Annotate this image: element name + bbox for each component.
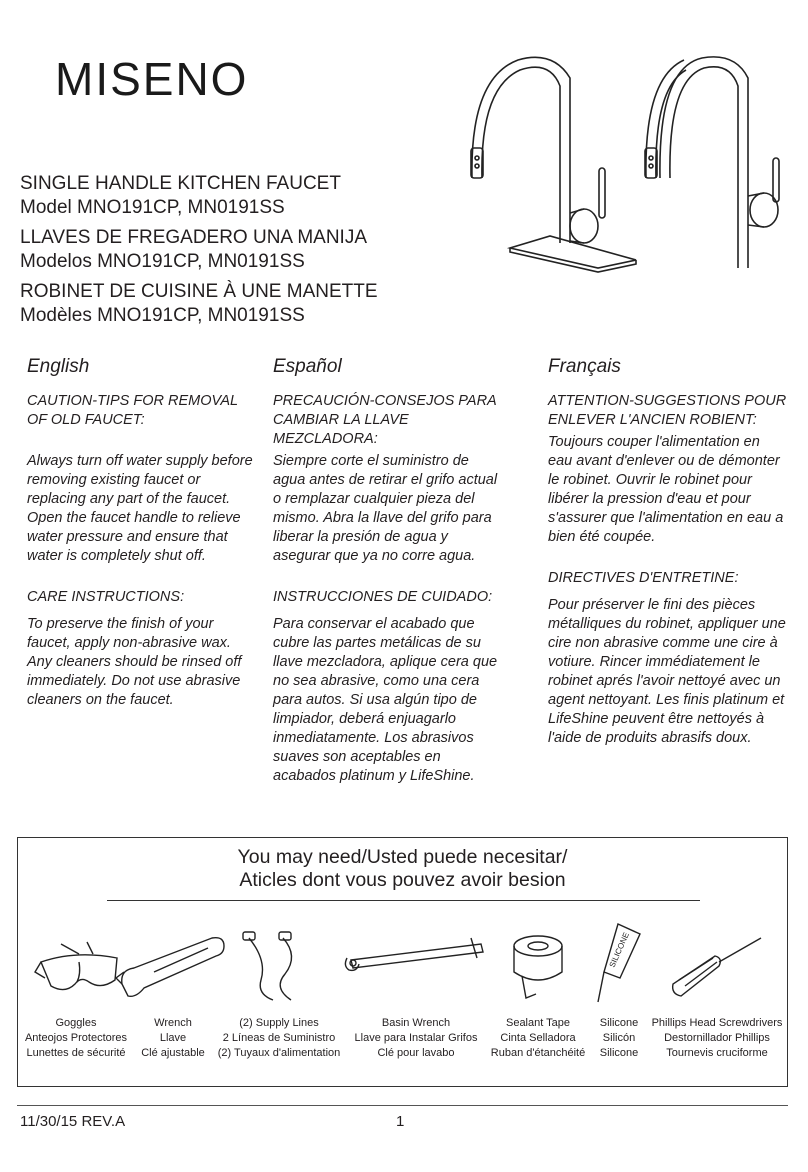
- title-en: SINGLE HANDLE KITCHEN FAUCET: [20, 173, 341, 194]
- title-es: LLAVES DE FREGADERO UNA MANIJA: [20, 227, 368, 248]
- basin-wrench-icon: [341, 932, 491, 1002]
- care-heading: INSTRUCCIONES DE CUIDADO:: [273, 589, 493, 605]
- revision-date: 11/30/15 REV.A: [20, 1113, 126, 1130]
- supply-lines-icon: [239, 930, 319, 1004]
- care-heading: DIRECTIVES D'ENTRETINE:: [548, 570, 739, 586]
- tool-wrench: Wrench Llave Clé ajustable: [134, 932, 212, 1061]
- silicone-tube-icon: [590, 918, 648, 1004]
- language-heading: English: [27, 356, 90, 377]
- tools-box-divider: [107, 900, 700, 901]
- care-text: Pour préserver le fini des pièces métalliques du robinet, appliquer une cire non abrasive comme une cire à votiure. Rincer immédiatement le robinet aprés l'avoir nettoyé avec un agent nettoyant. Les finis platinum et LifeShine peuvent être nettoyés à l'aide de produits abrasifs doux.: [548, 597, 786, 746]
- language-heading: Français: [548, 356, 621, 377]
- tools-box-title: You may need/Usted puede necesitar/ Aticles dont vous pouvez avoir besion: [237, 846, 568, 891]
- svg-text:SILICONE: SILICONE: [607, 931, 632, 969]
- brand-logo: MISENO: [55, 53, 249, 105]
- column-espanol: [273, 356, 505, 786]
- language-heading: Español: [273, 356, 342, 377]
- caution-heading: ATTENTION-SUGGESTIONS POUR ENLEVER L'ANCIEN ROBIENT:: [548, 393, 787, 428]
- care-heading: CARE INSTRUCTIONS:: [27, 589, 185, 605]
- faucet-illustration-2: [630, 38, 790, 283]
- tool-basin-wrench: Basin Wrench Llave para Instalar Grifos Clé pour lavabo: [346, 932, 486, 1061]
- caution-text: Toujours couper l'alimentation en eau avant d'enlever ou de démonter le robinet. Ouvrir le robinet pour libérer la pression d'eau et pour s'assurer que l'alimentation en eau a bien été coupée.: [548, 434, 784, 545]
- caution-text: Always turn off water supply before removing existing faucet or replacing any part of the faucet. Open the faucet handle to relieve water pressure and ensure that water is completely shut off.: [27, 453, 253, 564]
- care-text: To preserve the finish of your faucet, apply non-abrasive wax. Any cleaners should be rinsed off immediately. Do not use abrasive cleaners on the faucet.: [27, 616, 242, 708]
- model-fr: Modèles MNO191CP, MN0191SS: [20, 305, 305, 326]
- model-es: Modelos MNO191CP, MN0191SS: [20, 251, 305, 272]
- caution-heading: PRECAUCIÓN-CONSEJOS PARA CAMBIAR LA LLAVE MEZCLADORA:: [273, 393, 497, 447]
- title-fr: ROBINET DE CUISINE À UNE MANETTE: [20, 281, 378, 302]
- care-text: Para conservar el acabado que cubre las partes metálicas de su llave mezcladora, aplique cera que no sea abrasive, como una cera para autos. Si usa algún tipo de limpiador, deberá enjuagarlo inmediatamente. Los abrasivos suaves son aceptables en acabados platinum y LifeShine.: [273, 616, 498, 784]
- page-number: 1: [396, 1113, 405, 1130]
- goggles-icon: [31, 932, 121, 1002]
- tool-sealant-tape: Sealant Tape Cinta Selladora Ruban d'étanchéité: [486, 932, 590, 1061]
- footer-divider: [17, 1105, 788, 1106]
- caution-heading: CAUTION-TIPS FOR REMOVAL OF OLD FAUCET:: [27, 393, 238, 428]
- tool-goggles: Goggles Anteojos Protectores Lunettes de sécurité: [20, 932, 132, 1061]
- caution-text: Siempre corte el suministro de agua antes de retirar el grifo actual o remplazar cualquier pieza del mismo. Abra la llave del grifo para liberar la presión de agua y asegurar que ya no corre agua.: [273, 453, 498, 564]
- tool-silicone: SILICONE Silicone Silicón Silicone: [590, 918, 648, 1061]
- tool-supply-lines: (2) Supply Lines 2 Líneas de Suministro (2) Tuyaux d'alimentation: [212, 930, 346, 1061]
- model-en: Model MNO191CP, MN0191SS: [20, 197, 285, 218]
- tool-screwdriver: Phillips Head Screwdrivers Destornillador Phillips Tournevis cruciforme: [648, 932, 786, 1061]
- column-francais: [548, 356, 788, 748]
- column-english: [27, 356, 259, 710]
- sealant-tape-icon: [508, 932, 568, 1002]
- product-titles: [20, 168, 460, 334]
- screwdriver-icon: [667, 932, 767, 1002]
